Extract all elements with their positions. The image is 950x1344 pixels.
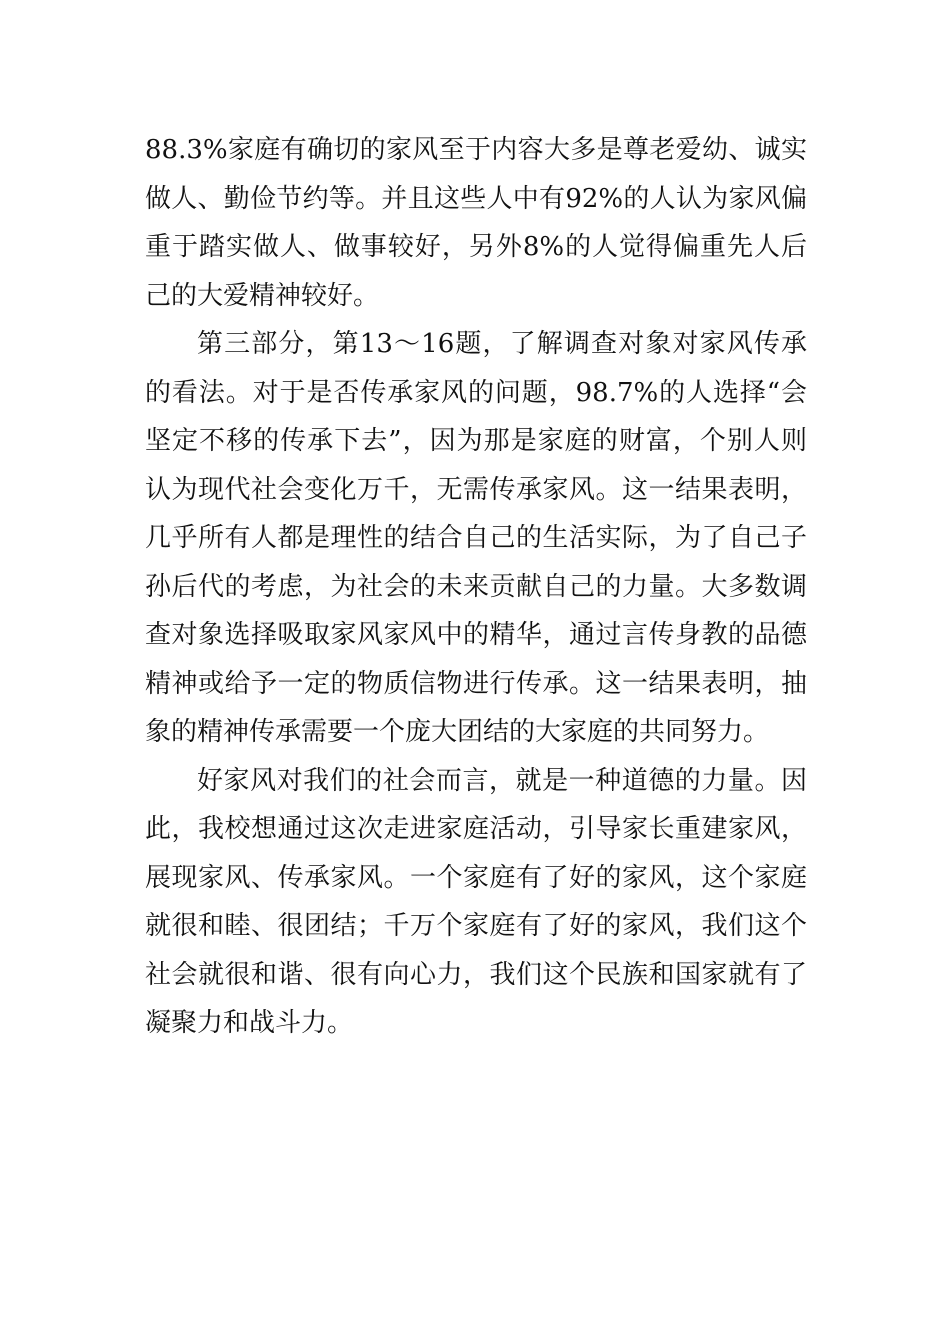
body-text [145,126,807,1048]
paragraph-2: 第三部分，第13～16题，了解调查对象对家风传承的看法。对于是否传承家风的问题，98.7%的人选择“会坚定不移的传承下去”，因为那是家庭的财富，个别人则认为现代社会变化万千，无需传承家风。这一结果表明，几乎所有人都是理性的结合自己的生活实际，为了自己子孙后代的考虑，为社会的未来贡献自己的力量。大多数调查对象选择吸取家风家风中的精华，通过言传身教的品德精神或给予一定的物质信物进行传承。这一结果表明，抽象的精神传承需要一个庞大团结的大家庭的共同努力。 [145,329,807,747]
paragraph-3: 好家风对我们的社会而言，就是一种道德的力量。因此，我校想通过这次走进家庭活动，引导家长重建家风，展现家风、传承家风。一个家庭有了好的家风，这个家庭就很和睦、很团结；千万个家庭有了好的家风，我们这个社会就很和谐、很有向心力，我们这个民族和国家就有了凝聚力和战斗力。 [145,765,807,1038]
paragraph-1: 88.3%家庭有确切的家风至于内容大多是尊老爱幼、诚实做人、勤俭节约等。并且这些人中有92%的人认为家风偏重于踏实做人、做事较好，另外8%的人觉得偏重先人后己的大爱精神较好。 [145,135,807,311]
